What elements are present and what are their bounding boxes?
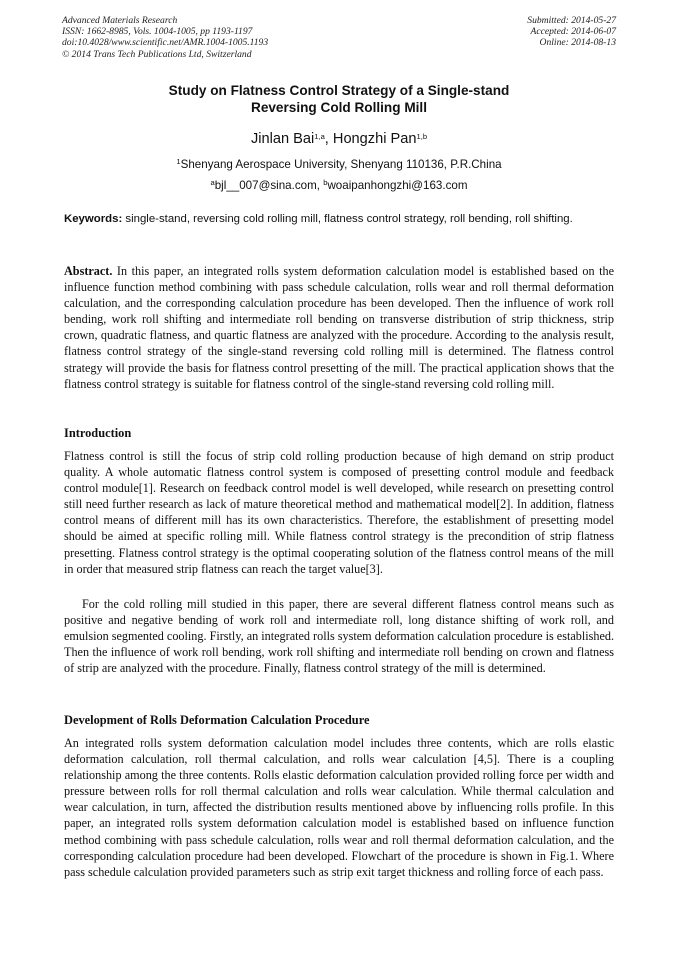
title-line-1: Study on Flatness Control Strategy of a Single-stand [168, 83, 510, 98]
keywords-label: Keywords: [64, 213, 123, 225]
abstract [64, 263, 614, 392]
paragraph: Flatness control is still the focus of strip cold rolling production because of high demand on strip product quality. A whole automatic flatness control system is composed of presetting control module and feedback control module[1]. Research on feedback control model is well developed, while research on presetting control still need further research as lack of mature theoretical method and mathematical model[2]. In addition, flatness control means of different mill has its own characteristics. Therefore, the establishment of presetting model should be aimed at specific rolling mill. While flatness control strategy is the precondition of strip flatness presetting. Flatness control strategy is the optimal cooperating solution of the flatness control means of the mill in order that measured strip flatness can reach the target value[3]. [64, 449, 614, 576]
keywords-text: single-stand, reversing cold rolling mill, flatness control strategy, roll bending, roll shifting. [122, 213, 573, 225]
email-address[interactable]: bjl__007@sina.com [214, 179, 317, 192]
email-mark: b [323, 178, 328, 187]
author-affil-mark: 1,b [416, 132, 428, 141]
issn-line: ISSN: 1662-8985, Vols. 1004-1005, pp 1193-1197 [62, 26, 253, 38]
author-emails [62, 179, 616, 193]
affil-text: Shenyang Aerospace University, Shenyang 110136, P.R.China [180, 158, 502, 171]
submitted-date: Submitted: 2014-05-27 [527, 15, 616, 26]
abstract-text: In this paper, an integrated rolls system deformation calculation model is established based on the influence function method combining with pass schedule calculation, rolls wear and roll thermal deformation calculation, and the corresponding calculation procedure has been developed. Then the influence of work roll bending, work roll shifting and intermediate roll bending on transverse distribution of strip thickness, strip crown, quadratic flatness, and quartic flatness are analyzed with the procedure. According to the analysis result, flatness control strategy of the single-stand reversing cold rolling mill is determined. The flatness control strategy will provide the basis for flatness control presetting of the mill. The practical application shows that the flatness control strategy is suitable for flatness control of the single-stand reversing cold rolling mill. [64, 264, 614, 391]
online-date: Online: 2014-08-13 [539, 37, 616, 49]
title-line-2: Reversing Cold Rolling Mill [251, 100, 427, 115]
keywords [64, 212, 614, 228]
doi-line[interactable]: doi:10.4028/www.scientific.net/AMR.1004-1005.1193 [62, 37, 269, 49]
publication-dates [527, 15, 616, 49]
paragraph: An integrated rolls system deformation calculation model includes three contents, which are rolls elastic deformation calculation, roll thermal calculation, and rolls wear calculation [4,5]. There is a coupling relationship among the three contents. Rolls elastic deformation calculation provided rolling force per width and pressure between rolls for roll thermal calculation and rolls wear calculation. While thermal calculation and wear calculation, in turn, affected the distribution results mentioned above by influencing rolls profile. In this paper, an integrated rolls system deformation calculation model is established based on influence function method combining with pass schedule calculation, rolls wear and roll thermal deformation calculation, and the corresponding calculation procedure had been developed. Flowchart of the procedure is shown in Fig.1. Where pass schedule calculation provided parameters such as strip exit target thickness and rolling force of each pass. [64, 736, 614, 879]
abstract-label: Abstract. [64, 264, 113, 278]
journal-info [62, 15, 268, 60]
copyright-line: © 2014 Trans Tech Publications Ltd, Switzerland [62, 48, 252, 60]
email-mark: a [210, 178, 215, 187]
email-separator: , [316, 179, 324, 192]
author-name: Hongzhi Pan [332, 131, 417, 147]
author-list [62, 130, 616, 148]
author-affil-mark: 1,a [314, 132, 325, 141]
accepted-date: Accepted: 2014-06-07 [530, 26, 616, 38]
section-heading-development: Development of Rolls Deformation Calculation Procedure [64, 713, 370, 727]
author-name: Jinlan Bai [250, 131, 315, 147]
email-address[interactable]: woaipanhongzhi@163.com [327, 179, 468, 192]
author-separator: , [324, 131, 333, 147]
affil-mark: 1 [176, 157, 181, 166]
paper-title [62, 82, 616, 116]
journal-name: Advanced Materials Research [62, 15, 178, 26]
paragraph: For the cold rolling mill studied in this paper, there are several different flatness control means such as positive and negative bending of work roll and intermediate roll, long distance shifting of work roll, and emulsion segmented cooling. Firstly, an integrated rolls system deformation calculation procedure is established. Then the influence of work roll bending, work roll shifting and intermediate roll bending on crown and flatness of strip are analyzed with the procedure. Finally, flatness control strategy of the mill is determined. [64, 597, 614, 676]
affiliation [62, 158, 616, 172]
section-heading-introduction: Introduction [64, 426, 132, 440]
